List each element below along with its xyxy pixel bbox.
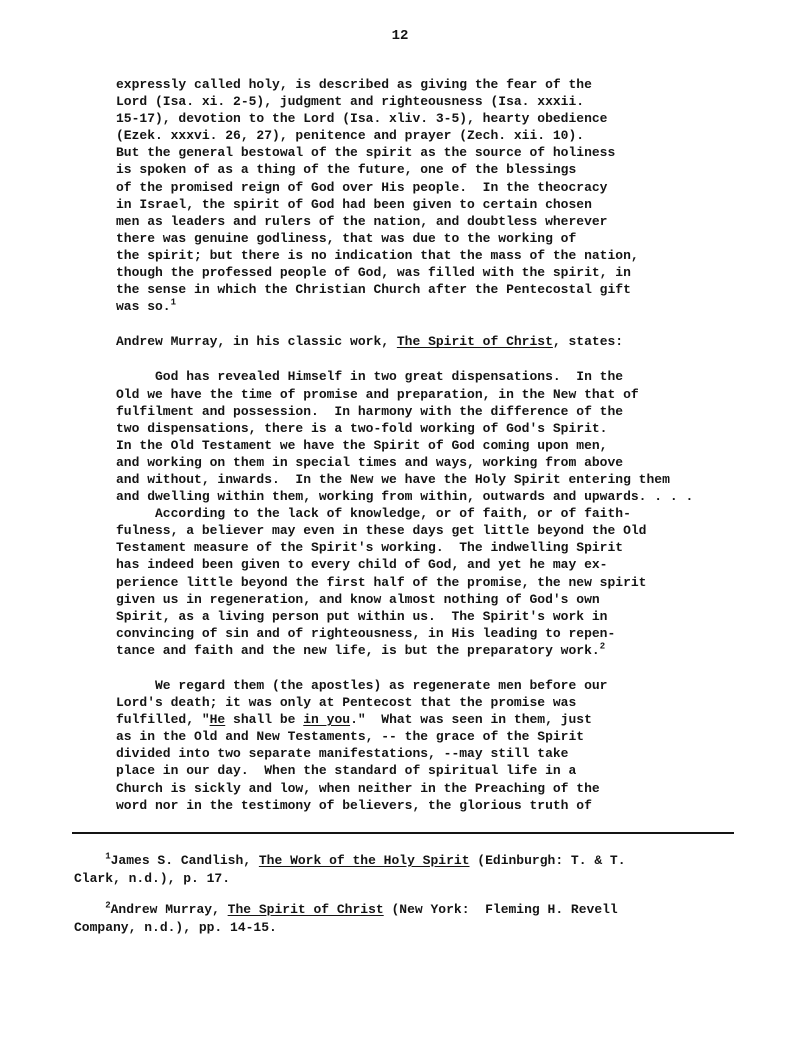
- text-line: According to the lack of knowledge, or of faith, or of faith-: [116, 506, 631, 522]
- text-line: two dispensations, there is a two-fold working of God's Spirit.: [116, 420, 608, 436]
- book-title: The Spirit of Christ: [227, 902, 384, 917]
- text-line: Lord (Isa. xi. 2-5), judgment and righteousness (Isa. xxxii.: [116, 94, 585, 110]
- footnote-mark: 2: [105, 900, 111, 911]
- text-line: as in the Old and New Testaments, -- the grace of the Spirit: [116, 729, 585, 745]
- book-title: The Work of the Holy Spirit: [258, 853, 470, 868]
- text-line: fulfilment and possession. In harmony with the difference of the: [116, 403, 624, 419]
- block-quote-2: [116, 677, 756, 814]
- text-line: word nor in the testimony of believers, the glorious truth of: [116, 797, 592, 813]
- text-line: the sense in which the Christian Church after the Pentecostal gift: [116, 282, 631, 298]
- text-line: But the general bestowal of the spirit as the source of holiness: [116, 145, 616, 161]
- text-line: [116, 642, 756, 659]
- footnote-ref-1: 1: [170, 297, 177, 308]
- text-segment: (New York: Fleming H. Revell: [383, 902, 618, 917]
- text-line: Clark, n.d.), p. 17.: [74, 870, 231, 886]
- text-line: and working on them in special times and ways, working from above: [116, 454, 624, 470]
- footnote-ref-2: 2: [599, 641, 606, 652]
- text-line: fulness, a believer may even in these days get little beyond the Old: [116, 523, 647, 539]
- emphasis-he: He: [209, 712, 226, 728]
- footnote-mark: 1: [105, 851, 111, 862]
- text-line: the spirit; but there is no indication that the mass of the nation,: [116, 247, 639, 263]
- text-line: has indeed been given to every child of God, and yet he may ex-: [116, 557, 608, 573]
- text-line: men as leaders and rulers of the nation, and doubtless wherever: [116, 213, 608, 229]
- text-line: In the Old Testament we have the Spirit of God coming upon men,: [116, 437, 608, 453]
- text-line: (Ezek. xxxvi. 26, 27), penitence and prayer (Zech. xii. 10).: [116, 128, 585, 144]
- text-line: of the promised reign of God over His people. In the theocracy: [116, 179, 608, 195]
- footnotes: [74, 852, 764, 950]
- text-line: in Israel, the spirit of God had been given to certain chosen: [116, 196, 592, 212]
- text-line: Spirit, as a living person put within us. The Spirit's work in: [116, 608, 608, 624]
- text-line: [116, 711, 756, 728]
- body-text: [116, 76, 756, 814]
- text-line: [74, 852, 764, 870]
- page-number: 12: [391, 28, 409, 44]
- text-segment: ." What was seen in them, just: [350, 712, 592, 728]
- text-line: We regard them (the apostles) as regenerate men before our: [116, 678, 608, 693]
- text-line: and without, inwards. In the New we have the Holy Spirit entering them: [116, 471, 670, 487]
- quote-intro: [116, 333, 756, 350]
- text-segment: (Edinburgh: T. & T.: [469, 853, 626, 868]
- text-segment: Andrew Murray,: [110, 902, 228, 917]
- text-line: perience little beyond the first half of the promise, the new spirit: [116, 574, 647, 590]
- text-segment: James S. Candlish,: [110, 853, 259, 868]
- intro-text-end: , states:: [552, 334, 624, 350]
- text-line: place in our day. When the standard of spiritual life in a: [116, 763, 577, 779]
- text-line: Lord's death; it was only at Pentecost that the promise was: [116, 695, 577, 711]
- block-quote-1: [116, 368, 756, 659]
- intro-text: Andrew Murray, in his classic work,: [116, 334, 397, 350]
- text-line: Old we have the time of promise and preparation, in the New that of: [116, 386, 639, 402]
- text-segment: shall be: [225, 712, 304, 728]
- text-line: expressly called holy, is described as giving the fear of the: [116, 77, 592, 92]
- text-segment: tance and faith and the new life, is but the preparatory work.: [116, 642, 600, 658]
- text-line: God has revealed Himself in two great dispensations. In the: [116, 369, 624, 385]
- footnote-2: [74, 901, 764, 936]
- text-line: convincing of sin and of righteousness, in His leading to repen-: [116, 625, 616, 641]
- text-line: 15-17), devotion to the Lord (Isa. xliv. 3-5), hearty obedience: [116, 111, 608, 127]
- text-line: there was genuine godliness, that was due to the working of: [116, 230, 577, 246]
- text-line: Church is sickly and low, when neither in the Preaching of the: [116, 780, 600, 796]
- text-line: is spoken of as a thing of the future, one of the blessings: [116, 162, 577, 178]
- paragraph-1: [116, 76, 756, 315]
- text-line: [74, 901, 764, 919]
- text-segment: fulfilled, ": [116, 712, 210, 728]
- text-line: [116, 298, 756, 315]
- text-line: given us in regeneration, and know almost nothing of God's own: [116, 591, 600, 607]
- text-line: though the professed people of God, was filled with the spirit, in: [116, 265, 631, 281]
- text-line: divided into two separate manifestations, --may still take: [116, 746, 569, 762]
- text-line: Testament measure of the Spirit's working. The indwelling Spirit: [116, 540, 624, 556]
- text-segment: was so.: [116, 299, 171, 315]
- footnote-1: [74, 852, 764, 887]
- text-line: and dwelling within them, working from within, outwards and upwards. . . .: [116, 489, 694, 505]
- emphasis-in-you: in you: [303, 712, 351, 728]
- footnote-divider: [72, 832, 734, 834]
- text-line: Company, n.d.), pp. 14-15.: [74, 919, 277, 935]
- book-title: The Spirit of Christ: [396, 334, 553, 350]
